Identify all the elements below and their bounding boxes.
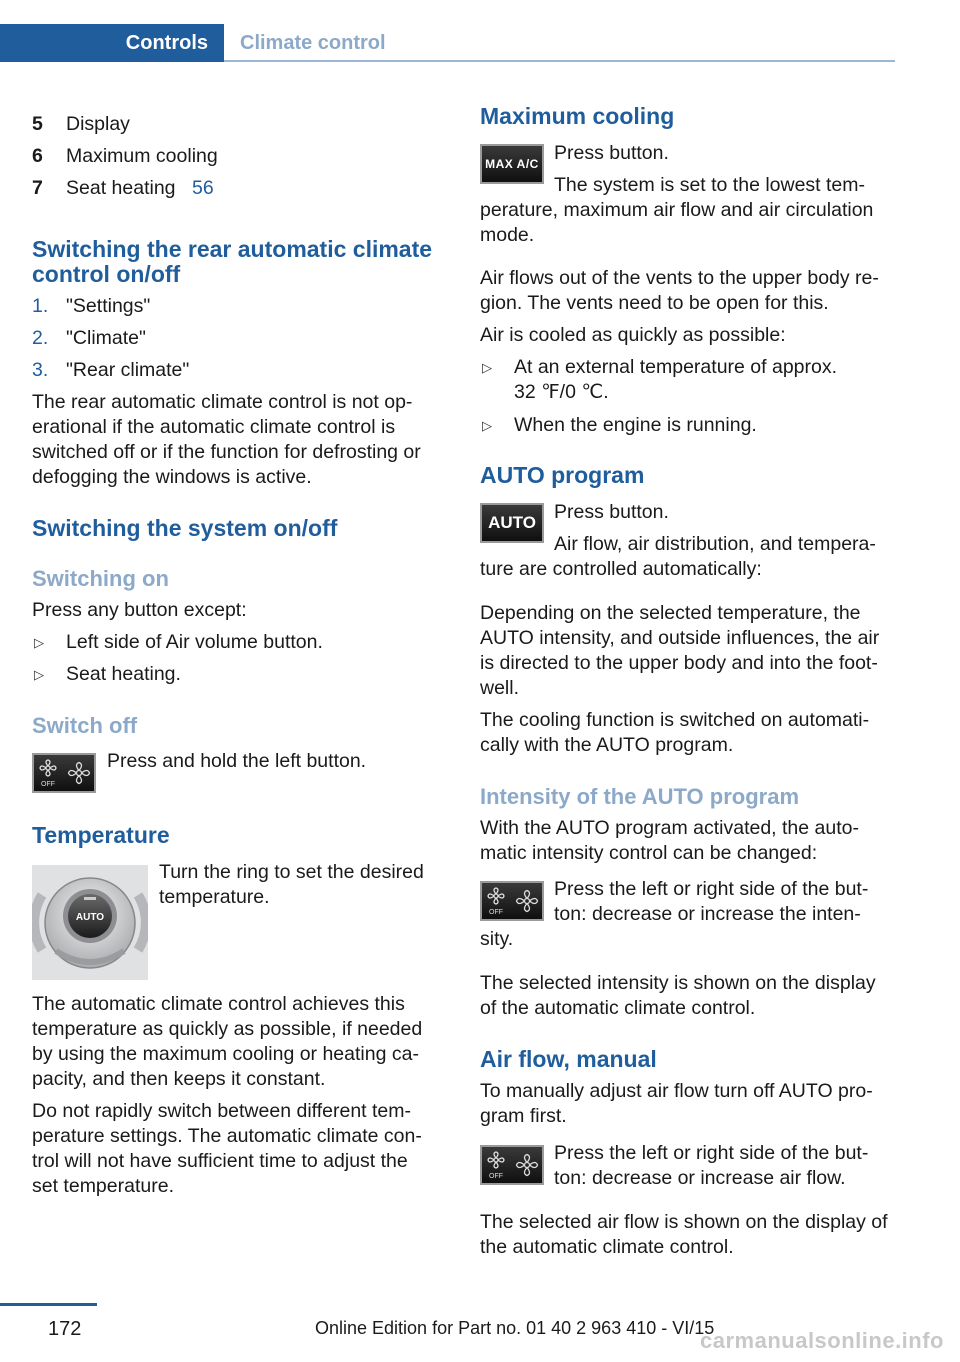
bullet-triangle-icon: ▷	[34, 635, 44, 650]
air-para-line: gion. The vents need to be open for this.	[480, 292, 829, 314]
off-label: OFF	[41, 781, 55, 788]
rear-heading-line1: Switching the rear automatic climate	[32, 236, 433, 262]
off-label: OFF	[489, 909, 503, 916]
fan-icon	[482, 1147, 542, 1183]
intensity-press: Press the left or right side of the but-	[554, 878, 869, 900]
cooling-para-line: cally with the AUTO program.	[480, 734, 734, 756]
step-label: "Climate"	[66, 327, 146, 349]
cooled-item: At an external temperature of approx.	[514, 356, 838, 378]
airflow-shown: the automatic climate control.	[480, 1236, 734, 1258]
max-ac-label: MAX A/C	[485, 157, 539, 171]
temperature-ring-image	[32, 865, 148, 980]
airflow-press: ton: decrease or increase air flow.	[554, 1167, 846, 1189]
temp-para2-line: set temperature.	[32, 1175, 174, 1197]
rear-para-line: defogging the windows is active.	[32, 466, 312, 488]
auto-text: ture are controlled automatically:	[480, 558, 762, 580]
page-header	[0, 24, 895, 62]
air-volume-button-image	[32, 753, 96, 793]
temp-para2-line: perature settings. The automatic climate con-	[32, 1125, 422, 1147]
intensity-press: sity.	[480, 928, 514, 950]
max-ac-button-image	[480, 144, 544, 184]
system-heading: Switching the system on/off	[32, 515, 338, 541]
air-para-line: Air flows out of the vents to the upper body re-	[480, 267, 879, 289]
intensity-button-image	[480, 881, 544, 921]
switch-on-heading: Switching on	[32, 566, 169, 591]
bullet-triangle-icon: ▷	[482, 360, 492, 375]
switch-off-heading: Switch off	[32, 713, 138, 738]
auto-heading: AUTO program	[480, 462, 645, 488]
auto-label: AUTO	[75, 912, 105, 923]
intensity-text: matic intensity control can be changed:	[480, 842, 818, 864]
auto-press: Press button.	[554, 501, 669, 523]
watermark: carmanualsonline.info	[700, 1328, 944, 1353]
page-number: 172	[48, 1318, 82, 1340]
cooled-text: Air is cooled as quickly as possible:	[480, 324, 786, 346]
legend-label: Maximum cooling	[66, 145, 218, 167]
maxcool-text: The system is set to the lowest tem-	[554, 174, 866, 196]
auto-text: Air flow, air distribution, and tempera-	[554, 533, 876, 555]
temp-heading: Temperature	[32, 822, 170, 848]
intensity-text: With the AUTO program activated, the auto-	[480, 817, 859, 839]
temp-para1-line: pacity, and then keeps it constant.	[32, 1068, 326, 1090]
edition-text: Online Edition for Part no. 01 40 2 963 410 - VI/15	[315, 1318, 715, 1338]
airflow-shown: The selected air flow is shown on the display of	[480, 1211, 888, 1233]
maxcool-press: Press button.	[554, 142, 669, 164]
depend-para-line: AUTO intensity, and outside influences, the air	[480, 627, 880, 649]
temp-text: Turn the ring to set the desired	[159, 861, 424, 883]
cooled-item: 32 ℉/0 ℃.	[514, 381, 609, 403]
legend-label: Seat heating	[66, 177, 176, 199]
page-ref-link[interactable]: 56	[192, 177, 214, 199]
intensity-press: ton: decrease or increase the inten-	[554, 903, 861, 925]
switch-on-item: Seat heating.	[66, 663, 181, 685]
temperature-ring-icon	[32, 865, 148, 980]
airflow-heading: Air flow, manual	[480, 1046, 657, 1072]
airflow-text: To manually adjust air flow turn off AUTO pro-	[480, 1080, 873, 1102]
rear-para-line: switched off or if the function for defrosting or	[32, 441, 421, 463]
cooling-para-line: The cooling function is switched on automati-	[480, 709, 870, 731]
auto-button-image	[480, 503, 544, 543]
airflow-text: gram first.	[480, 1105, 567, 1127]
fan-icon	[482, 883, 542, 919]
off-label: OFF	[489, 1173, 503, 1180]
bullet-triangle-icon: ▷	[482, 418, 492, 433]
maxcool-heading: Maximum cooling	[480, 103, 675, 129]
temp-para1-line: temperature as quickly as possible, if needed	[32, 1018, 423, 1040]
section-tab: Controls	[0, 24, 224, 62]
airflow-press: Press the left or right side of the but-	[554, 1142, 869, 1164]
temp-para1-line: The automatic climate control achieves this	[32, 993, 405, 1015]
depend-para-line: Depending on the selected temperature, the	[480, 602, 861, 624]
air-flow-button-image	[480, 1145, 544, 1185]
fan-icon	[34, 755, 94, 791]
depend-para-line: is directed to the upper body and into the foot-	[480, 652, 878, 674]
auto-button-label: AUTO	[488, 513, 536, 532]
intensity-heading: Intensity of the AUTO program	[480, 784, 800, 809]
legend-label: Display	[66, 113, 130, 135]
header-rule	[224, 60, 895, 62]
step-num: 2.	[32, 327, 49, 349]
switch-on-text: Press any button except:	[32, 599, 247, 621]
subsection-tab: Climate control	[240, 31, 386, 54]
rear-para-line: The rear automatic climate control is not op-	[32, 391, 413, 413]
depend-para-line: well.	[480, 677, 520, 699]
temp-para1-line: by using the maximum cooling or heating ca-	[32, 1043, 419, 1065]
legend-num: 6	[32, 145, 43, 167]
step-label: "Rear climate"	[66, 359, 190, 381]
bullet-triangle-icon: ▷	[34, 667, 44, 682]
legend-num: 7	[32, 177, 43, 199]
switch-off-text: Press and hold the left button.	[107, 750, 367, 772]
maxcool-text: perature, maximum air flow and air circulation	[480, 199, 874, 221]
rear-heading-line2: control on/off	[32, 261, 181, 287]
step-num: 3.	[32, 359, 49, 381]
footer-rule	[0, 1303, 97, 1306]
temp-para2-line: Do not rapidly switch between different tem-	[32, 1100, 411, 1122]
step-num: 1.	[32, 295, 49, 317]
switch-on-item: Left side of Air volume button.	[66, 631, 323, 653]
intensity-shown: The selected intensity is shown on the display	[480, 972, 876, 994]
temp-para2-line: trol will not have sufficient time to adjust the	[32, 1150, 408, 1172]
cooled-item: When the engine is running.	[514, 414, 757, 436]
step-label: "Settings"	[66, 295, 151, 317]
intensity-shown: of the automatic climate control.	[480, 997, 756, 1019]
maxcool-text: mode.	[480, 224, 535, 246]
legend-num: 5	[32, 113, 43, 135]
rear-para-line: erational if the automatic climate control is	[32, 416, 396, 438]
temp-text: temperature.	[159, 886, 270, 908]
